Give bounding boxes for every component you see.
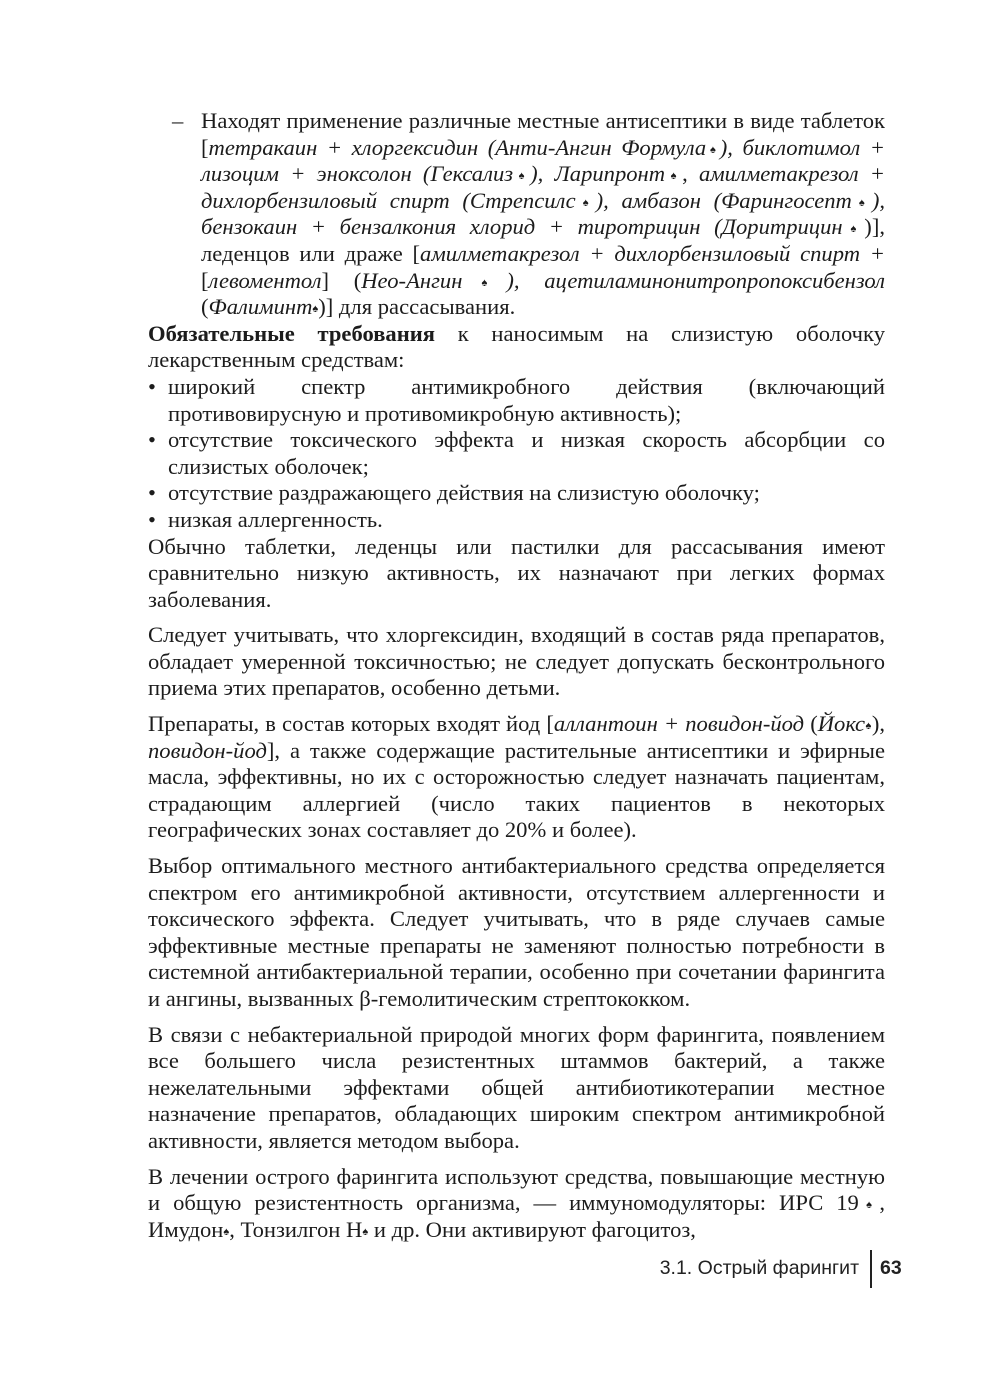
text-segment: и др. Они активируют фагоцитоз, xyxy=(368,1216,696,1242)
italic-segment: тетракаин + хлоргексидин xyxy=(208,134,479,160)
italic-segment: амилметакрезол + дихлорбензиловый спирт xyxy=(201,161,886,213)
page-number: 63 xyxy=(880,1257,902,1279)
bullet-icon: • xyxy=(148,427,156,453)
chlorhexidine-paragraph: Следует учитывать, что хлоргексидин, входящий в состав ряда препаратов, обладает умеренной токсичностью; не следует допускать бесконтрольного приема этих препаратов, особенно детьми. xyxy=(148,622,885,701)
list-item xyxy=(148,374,885,427)
trademark-mark: ♠ xyxy=(842,223,865,236)
list-item xyxy=(148,427,885,480)
italic-segment: ацетиламинонитропропоксибензол xyxy=(544,267,885,293)
trademark-mark: ♠ xyxy=(513,170,531,183)
trademark-mark: ♠ xyxy=(665,170,683,183)
italic-segment: Стрепсилс xyxy=(469,187,576,213)
bullet-icon: • xyxy=(148,373,156,399)
trademark-mark: ♠ xyxy=(575,196,596,209)
trademark-mark: ♠ xyxy=(858,1199,880,1212)
italic-segment: ( xyxy=(449,187,470,213)
iodine-paragraph xyxy=(148,711,885,844)
italic-segment: левоментол xyxy=(208,267,322,293)
italic-segment: ), xyxy=(719,134,743,160)
italic-segment: ), xyxy=(506,267,545,293)
text-segment: , Тонзилгон Н xyxy=(229,1216,363,1242)
requirements-paragraph xyxy=(148,321,885,374)
trademark-mark: ♠ xyxy=(223,1225,230,1238)
trademark-mark: ♠ xyxy=(706,143,720,156)
italic-segment: амбазон xyxy=(621,187,701,213)
italic-segment: ), xyxy=(595,187,622,213)
page-body xyxy=(148,108,885,1243)
text-segment: ( xyxy=(804,711,818,737)
italic-segment: амилметакрезол + дихлорбензиловый спирт + xyxy=(420,240,885,266)
text-segment: ] ( xyxy=(321,267,362,293)
italic-segment: ( xyxy=(478,134,496,160)
text-segment: , Имудон xyxy=(148,1190,885,1242)
list-item xyxy=(148,480,885,507)
text-segment: )] для рассасывания. xyxy=(318,294,516,320)
running-head: 3.1. Острый фарингит xyxy=(659,1257,859,1279)
trademark-mark: ♠ xyxy=(462,276,507,289)
trademark-mark: ♠ xyxy=(312,303,319,316)
trademark-mark: ♠ xyxy=(851,196,872,209)
immunomodulators-paragraph xyxy=(148,1164,885,1244)
tablets-paragraph: Обычно таблетки, леденцы или пастилки для рассасывания имеют сравнительно низкую активность, их назначают при легких формах заболевания. xyxy=(148,533,885,612)
text-segment: [ xyxy=(201,267,209,293)
text-segment: )], леденцов или драже [ xyxy=(201,214,885,266)
italic-segment: повидон-йод xyxy=(148,737,267,763)
list-item-text: отсутствие раздражающего действия на слизистую оболочку; xyxy=(168,480,760,506)
requirements-text: к наносимым на слизистую оболочку лекарственным средствам: xyxy=(148,320,886,373)
italic-segment: ), xyxy=(871,187,886,213)
nonbacterial-paragraph: В связи с небактериальной природой многих форм фарингита, появлением все большего числа резистентных штаммов бактерий, а также нежелательными эффектами общей антибиотикотерапии местное назначение препаратов, обладающих широким спектром антимикробной активности, является методом выбора. xyxy=(148,1021,885,1153)
italic-segment: Йокс xyxy=(817,711,866,737)
trademark-mark: ♠ xyxy=(362,1225,369,1238)
italic-segment: Ларипронт xyxy=(554,161,666,187)
text-segment: Препараты, в состав которых входят йод [ xyxy=(148,711,554,737)
drug-list-text xyxy=(201,108,885,321)
list-item-text: низкая аллергенность. xyxy=(168,506,383,532)
italic-segment: биклотимол + лизоцим + эноксолон xyxy=(201,134,886,187)
text-segment: Находят применение различные местные антисептики в виде таблеток [ xyxy=(201,108,885,160)
text-segment: ), xyxy=(871,711,885,737)
italic-segment: ), xyxy=(530,161,555,187)
footer-separator xyxy=(870,1250,872,1288)
italic-segment: ( xyxy=(411,161,431,187)
italic-segment: Доритрицин xyxy=(721,214,843,240)
italic-segment: Анти-Ангин Формула xyxy=(495,134,707,160)
dash-marker: – xyxy=(172,108,184,133)
italic-segment: ( xyxy=(700,187,722,213)
bullet-icon: • xyxy=(148,506,156,532)
italic-segment: Фарингосепт xyxy=(721,187,852,213)
requirements-lead: Обязательные требования xyxy=(148,320,435,346)
list-item-text: широкий спектр антимикробного действия (включающий противовирусную и противомикробную активность); xyxy=(168,373,885,426)
drug-list-item xyxy=(148,108,885,321)
italic-segment: аллантоин + повидон-йод xyxy=(553,711,805,737)
list-item-text: отсутствие токсического эффекта и низкая скорость абсорбции со слизистых оболочек; xyxy=(168,427,885,479)
italic-segment: бензокаин + бензалкония хлорид + тиротрицин xyxy=(201,214,701,240)
text-segment: ], а также содержащие растительные антисептики и эфирные масла, эффективны, но их с осторожностью следует назначать пациентам, страдающим аллергией (число таких пациентов в некоторых географических зонах составляет до 20% и более). xyxy=(148,737,885,843)
page-footer xyxy=(0,1250,1000,1290)
requirements-list xyxy=(148,374,885,534)
text-segment: ( xyxy=(201,294,209,320)
choice-paragraph: Выбор оптимального местного антибактериального средства определяется спектром его антимикробной активности, отсутствием аллергенности и токсического эффекта. Следует учитывать, что в ряде случаев самые эффективные местные препараты не заменяют полностью потребности в системной антибактериальной терапии, особенно при сочетании фарингита и ангины, вызванных β-гемолитическим стрептококком. xyxy=(148,853,885,1011)
italic-segment: Фалиминт xyxy=(208,294,313,320)
italic-segment: Нео-Ангин xyxy=(361,267,463,293)
trademark-mark: ♠ xyxy=(865,720,872,733)
list-item xyxy=(148,507,885,534)
text-segment: , xyxy=(682,161,699,187)
italic-segment: Гексализ xyxy=(430,161,514,187)
bullet-icon: • xyxy=(148,480,156,506)
italic-segment: ( xyxy=(700,214,722,240)
text-segment: В лечении острого фарингита используют средства, повышающие местную и общую резистентность организма, — иммуномодуляторы: ИРС 19 xyxy=(148,1163,885,1216)
